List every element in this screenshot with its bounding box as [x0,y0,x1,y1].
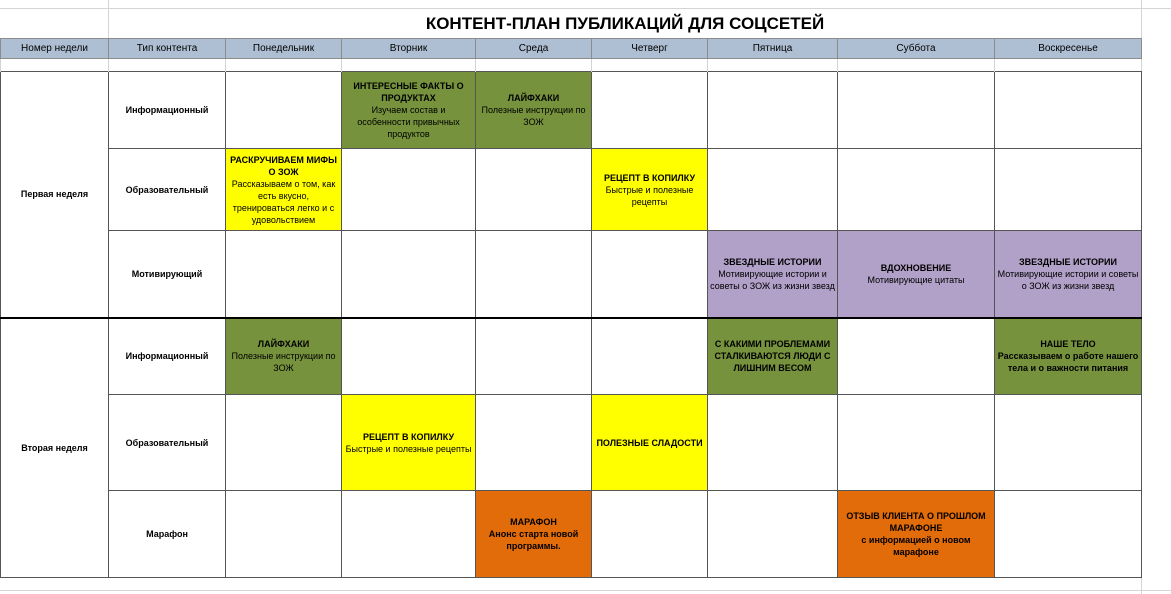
table-row [1,318,1142,395]
empty-cell[interactable] [708,491,838,578]
spacer-cell [838,59,995,72]
table-row [1,231,1142,318]
post-description: Мотивирующие истории и советы о ЗОЖ из жизни звезд [710,268,835,291]
post-description: Полезные инструкции по ЗОЖ [481,105,586,127]
content-type-label: Мотивирующий [109,231,226,318]
content-plan-table [0,38,1142,578]
post-description: Изучаем состав и особенности привычных продуктов [357,105,460,139]
table-row [1,395,1142,491]
week-label: Первая неделя [1,72,109,318]
post-title: ЛАЙФХАКИ [507,93,560,103]
post-title: ОТЗЫВ КЛИЕНТА О ПРОШЛОМ МАРАФОНЕ [846,511,986,533]
content-type-label: Информационный [109,72,226,149]
spacer-cell [995,59,1142,72]
spacer-row [1,59,1142,72]
spacer-cell [708,59,838,72]
post-cell[interactable] [476,491,592,578]
empty-cell[interactable] [476,395,592,491]
post-cell[interactable] [995,318,1142,395]
grid-line [0,8,1171,9]
empty-cell[interactable] [592,318,708,395]
post-cell[interactable] [708,231,838,318]
empty-cell[interactable] [995,72,1142,149]
post-description: Анонс старта новой программы. [488,529,579,551]
spacer-cell [109,59,226,72]
content-type-label: Образовательный [109,395,226,491]
col-friday: Пятница [708,39,838,59]
spacer-cell [476,59,592,72]
spacer-cell [226,59,342,72]
post-cell[interactable] [342,72,476,149]
empty-cell[interactable] [592,231,708,318]
post-title: ЛАЙФХАКИ [257,339,310,350]
post-description: Мотивирующие цитаты [867,274,965,285]
post-title: ИНТЕРЕСНЫЕ ФАКТЫ О ПРОДУКТАХ [353,81,464,103]
empty-cell[interactable] [995,491,1142,578]
empty-cell[interactable] [995,395,1142,491]
post-title: ПОЛЕЗНЫЕ СЛАДОСТИ [596,437,703,448]
grid-line [0,590,1171,591]
post-description: Рассказываем о том, как есть вкусно, тренироваться легко и с удовольствием [231,178,336,225]
table-row [1,149,1142,231]
post-description: Быстрые и полезные рецепты [605,184,694,207]
post-description: с информацией о новом марафоне [861,535,971,557]
empty-cell[interactable] [708,395,838,491]
col-thursday: Четверг [592,39,708,59]
empty-cell[interactable] [342,318,476,395]
spacer-cell [342,59,476,72]
post-title: РАСКРУЧИВАЕМ МИФЫ О ЗОЖ [230,154,337,177]
header-row [1,39,1142,59]
col-sunday: Воскресенье [995,39,1142,59]
empty-cell[interactable] [838,318,995,395]
empty-cell[interactable] [838,395,995,491]
week-label: Вторая неделя [1,318,109,578]
post-cell[interactable] [226,318,342,395]
post-cell[interactable] [995,231,1142,318]
empty-cell[interactable] [476,231,592,318]
empty-cell[interactable] [838,149,995,231]
post-title: РЕЦЕПТ В КОПИЛКУ [362,431,455,442]
col-wednesday: Среда [476,39,592,59]
post-description: Мотивирующие истории и советы о ЗОЖ из жизни звезд [997,268,1139,291]
post-title: РЕЦЕПТ В КОПИЛКУ [603,172,696,183]
content-type-label: Марафон [109,491,226,578]
post-description: Быстрые и полезные рецепты [345,443,472,454]
empty-cell[interactable] [226,395,342,491]
post-cell[interactable] [342,395,476,491]
table-row [1,491,1142,578]
grid-line [108,0,109,38]
col-week: Номер недели [1,39,109,59]
post-description: Рассказываем о работе нашего тела и о важности питания [997,351,1139,374]
empty-cell[interactable] [838,72,995,149]
post-cell[interactable] [476,72,592,149]
empty-cell[interactable] [342,231,476,318]
empty-cell[interactable] [226,491,342,578]
empty-cell[interactable] [342,491,476,578]
col-type: Тип контента [109,39,226,59]
empty-cell[interactable] [708,72,838,149]
empty-cell[interactable] [592,491,708,578]
post-title: ЗВЕЗДНЫЕ ИСТОРИИ [723,256,822,267]
post-title: НАШЕ ТЕЛО [1040,339,1096,350]
post-cell[interactable] [592,395,708,491]
empty-cell[interactable] [226,72,342,149]
spacer-cell [592,59,708,72]
post-title: МАРАФОН [510,517,557,527]
empty-cell[interactable] [708,149,838,231]
post-title: ЗВЕЗДНЫЕ ИСТОРИИ [1019,256,1117,267]
page-title: КОНТЕНТ-ПЛАН ПУБЛИКАЦИЙ ДЛЯ СОЦСЕТЕЙ [425,14,825,33]
content-type-label: Образовательный [109,149,226,231]
post-cell[interactable] [708,318,838,395]
empty-cell[interactable] [476,149,592,231]
table-row [1,72,1142,149]
post-title: С КАКИМИ ПРОБЛЕМАМИ СТАЛКИВАЮТСЯ ЛЮДИ С ЛИШНИМ ВЕСОМ [714,339,831,374]
col-tuesday: Вторник [342,39,476,59]
col-monday: Понедельник [226,39,342,59]
post-cell[interactable] [838,231,995,318]
empty-cell[interactable] [226,231,342,318]
post-title: ВДОХНОВЕНИЕ [880,262,952,273]
post-cell[interactable] [592,149,708,231]
empty-cell[interactable] [476,318,592,395]
content-type-label: Информационный [109,318,226,395]
post-description: Полезные инструкции по ЗОЖ [231,351,336,374]
empty-cell[interactable] [342,149,476,231]
post-cell[interactable] [838,491,995,578]
post-cell[interactable] [226,149,342,231]
empty-cell[interactable] [592,72,708,149]
col-saturday: Суббота [838,39,995,59]
empty-cell[interactable] [995,149,1142,231]
spacer-cell [1,59,109,72]
